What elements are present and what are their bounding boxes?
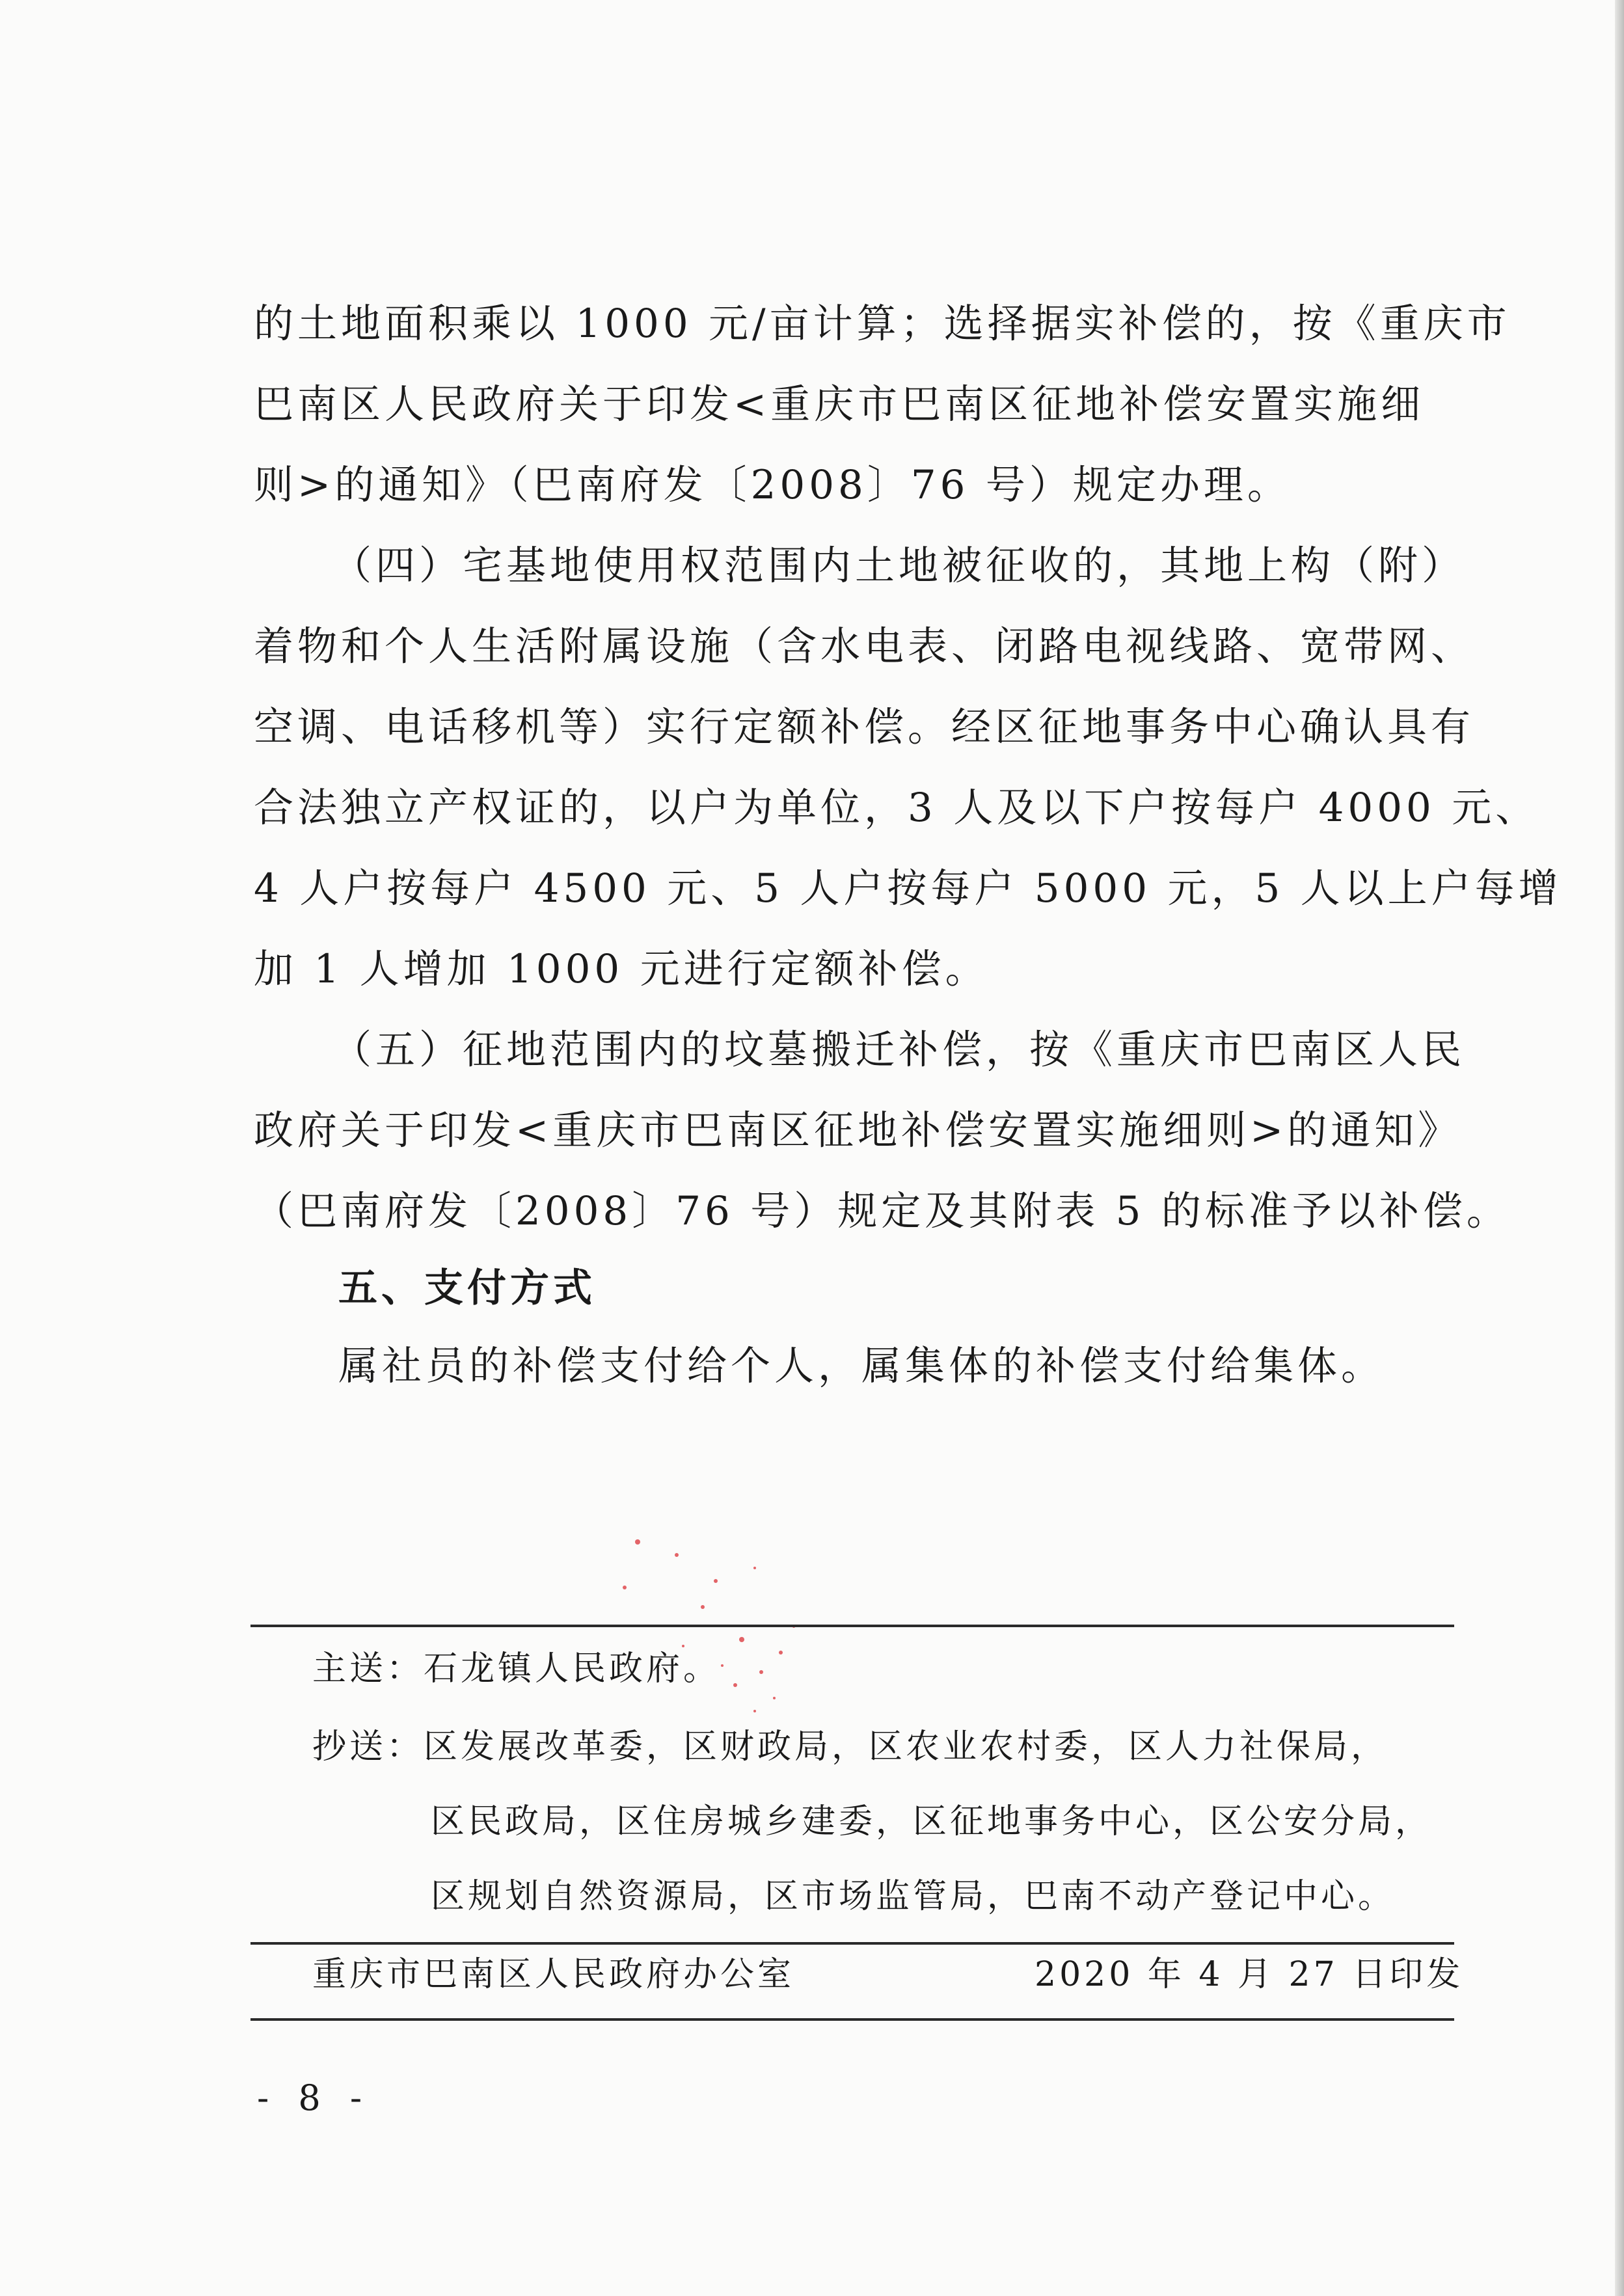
- body-line: 加 1 人增加 1000 元进行定额补偿。: [254, 946, 989, 992]
- footer-top-rule: [250, 1625, 1454, 1627]
- page-number: - 8 -: [257, 2077, 372, 2118]
- body-line: 的土地面积乘以 1000 元/亩计算；选择据实补偿的，按《重庆市: [254, 301, 1511, 347]
- scan-edge: [1615, 0, 1624, 2296]
- body-line: 4 人户按每户 4500 元、5 人户按每户 5000 元，5 人以上户每增: [254, 865, 1562, 912]
- cc-line: 区规划自然资源局，区市场监管局，巴南不动产登记中心。: [431, 1877, 1396, 1916]
- footer-bottom-rule: [250, 2018, 1454, 2021]
- issuer-office: 重庆市巴南区人民政府办公室: [312, 1955, 795, 1994]
- section-heading: 五、支付方式: [338, 1265, 596, 1311]
- body-line: （五）征地范围内的坟墓搬迁补偿，按《重庆市巴南区人民: [332, 1027, 1466, 1073]
- body-line: （四）宅基地使用权范围内土地被征收的，其地上构（附）: [332, 543, 1466, 589]
- body-line: 则>的通知》（巴南府发〔2008〕76 号）规定办理。: [254, 462, 1291, 508]
- section-text: 属社员的补偿支付给个人，属集体的补偿支付给集体。: [338, 1343, 1385, 1389]
- body-line: 巴南区人民政府关于印发<重庆市巴南区征地补偿安置实施细: [254, 381, 1425, 427]
- body-line: 合法独立产权证的，以户为单位，3 人及以下户按每户 4000 元、: [254, 785, 1539, 831]
- cc-line: 区民政局，区住房城乡建委，区征地事务中心，区公安分局，: [431, 1802, 1433, 1841]
- cc-line: 抄送：区发展改革委，区财政局，区农业农村委，区人力社保局，: [312, 1727, 1388, 1766]
- main-send-line: 主送：石龙镇人民政府。: [312, 1649, 721, 1688]
- body-line: 政府关于印发<重庆市巴南区征地补偿安置实施细则>的通知》: [254, 1107, 1462, 1154]
- issue-date: 2020 年 4 月 27 日印发: [1035, 1955, 1464, 1994]
- body-line: （巴南府发〔2008〕76 号）规定及其附表 5 的标准予以补偿。: [254, 1188, 1510, 1234]
- footer-middle-rule: [250, 1942, 1454, 1945]
- body-line: 着物和个人生活附属设施（含水电表、闭路电视线路、宽带网、: [254, 623, 1475, 669]
- body-line: 空调、电话移机等）实行定额补偿。经区征地事务中心确认具有: [254, 704, 1475, 750]
